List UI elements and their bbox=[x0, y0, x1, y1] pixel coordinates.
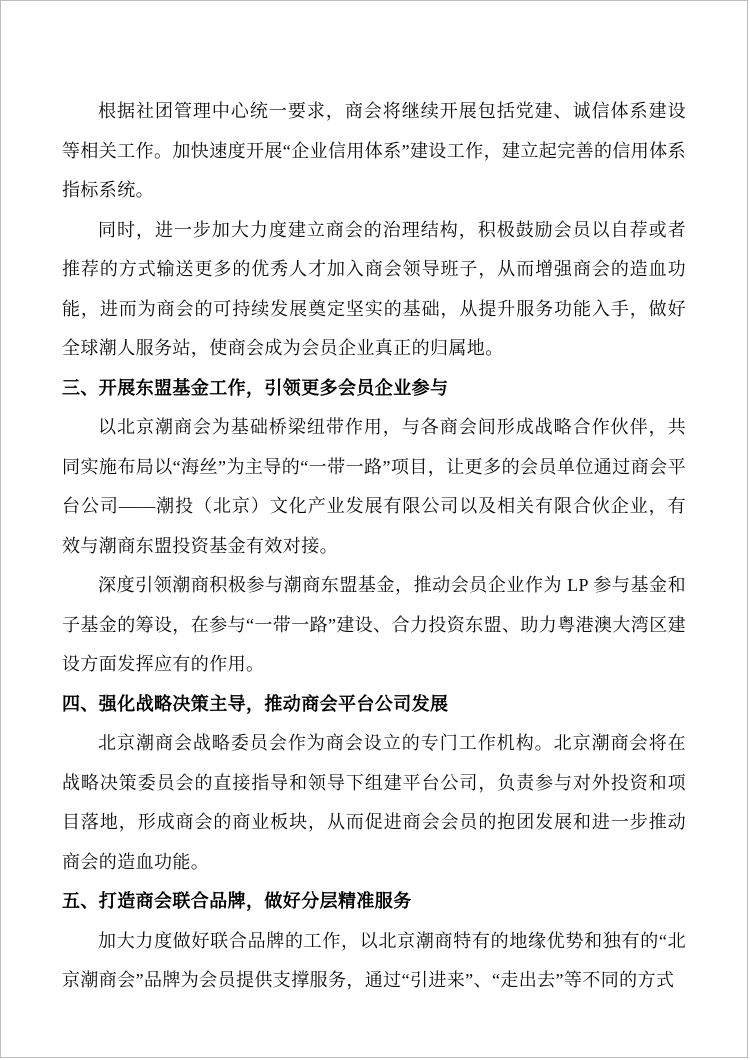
section-heading: 五、打造商会联合品牌，做好分层精准服务 bbox=[62, 891, 412, 911]
body-paragraph: 同时，进一步加大力度建立商会的治理结构，积极鼓励会员以自荐或者推荐的方式输送更多的优秀人才加入商会领导班子，从而增强商会的造血功能，进而为商会的可持续发展奠定坚实的基础，从提升服务功能入手，做好全球潮人服务站，使商会成为会员企业真正的归属地。 bbox=[62, 219, 686, 358]
body-paragraph: 深度引领潮商积极参与潮商东盟基金，推动会员企业作为 LP 参与基金和子基金的筹设，在参与“一带一路”建设、合力投资东盟、助力粤港澳大湾区建设方面发挥应有的作用。 bbox=[62, 575, 686, 674]
section-heading: 四、强化战略决策主导，推动商会平台公司发展 bbox=[62, 693, 449, 714]
section-heading: 三、开展东盟基金工作，引领更多会员企业参与 bbox=[62, 377, 449, 398]
body-paragraph: 根据社团管理中心统一要求，商会将继续开展包括党建、诚信体系建设等相关工作。加快速度开展“企业信用体系”建设工作，建立起完善的信用体系指标系统。 bbox=[62, 101, 686, 200]
body-paragraph: 以北京潮商会为基础桥梁纽带作用，与各商会间形成战略合作伙伴，共同实施布局以“海丝”为主导的“一带一路”项目，让更多的会员单位通过商会平台公司——潮投（北京）文化产业发展有限公司以及相关有限合伙企业，有效与潮商东盟投资基金有效对接。 bbox=[62, 417, 686, 556]
body-paragraph: 加大力度做好联合品牌的工作，以北京潮商特有的地缘优势和独有的“北京潮商会”品牌为会员提供支撑服务，通过“引进来”、“走出去”等不同的方式 bbox=[62, 930, 686, 990]
document-body bbox=[62, 92, 686, 1001]
body-paragraph: 北京潮商会战略委员会作为商会设立的专门工作机构。北京潮商会将在战略决策委员会的直接指导和领导下组建平台公司，负责参与对外投资和项目落地，形成商会的商业板块，从而促进商会会员的抱团发展和进一步推动商会的造血功能。 bbox=[62, 733, 686, 872]
